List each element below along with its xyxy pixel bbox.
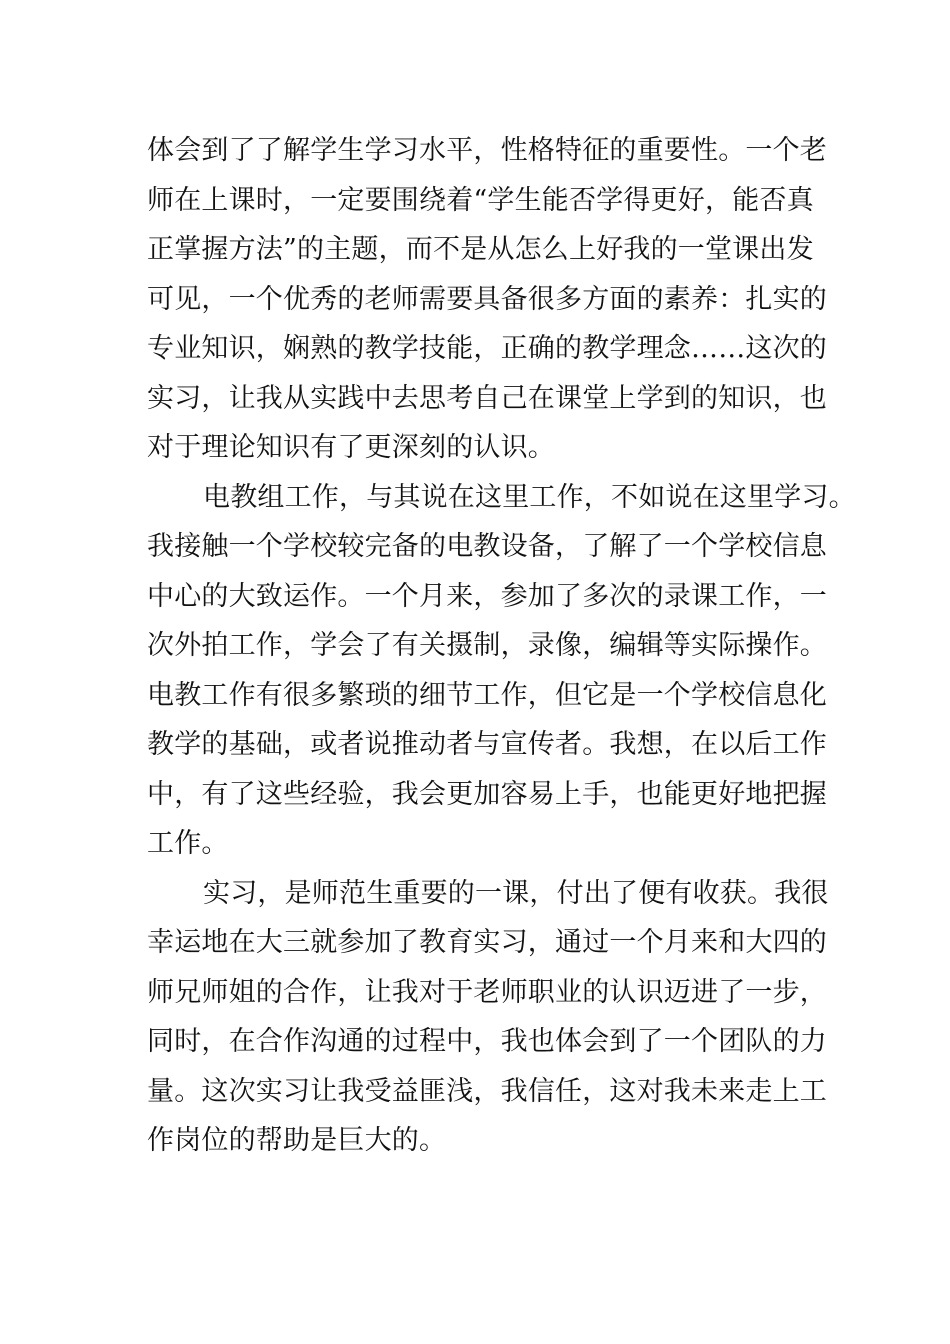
text-line: 电教工作有很多繁琐的细节工作，但它是一个学校信息化 xyxy=(147,679,827,711)
paragraph-3 xyxy=(147,869,827,1166)
text-line: 实习，是师范生重要的一课，付出了便有收获。我很 xyxy=(203,877,829,909)
paragraph-2 xyxy=(147,473,856,869)
text-line: 量。这次实习让我受益匪浅，我信任，这对我未来走上工 xyxy=(147,1075,827,1107)
text-line: 专业知识，娴熟的教学技能，正确的教学理念……这次的 xyxy=(147,333,827,364)
text-line: 对于理论知识有了更深刻的认识。 xyxy=(147,432,555,463)
text-line: 电教组工作，与其说在这里工作，不如说在这里学习。 xyxy=(203,481,856,513)
text-line: 师在上课时，一定要围绕着“学生能否学得更好，能否真 xyxy=(147,184,814,216)
text-line: 实习，让我从实践中去思考自己在课堂上学到的知识，也 xyxy=(147,382,827,414)
text-line: 可见，一个优秀的老师需要具备很多方面的素养：扎实的 xyxy=(147,283,827,315)
text-line: 教学的基础，或者说推动者与宣传者。我想，在以后工作 xyxy=(147,729,827,760)
paragraph-1 xyxy=(147,126,827,473)
text-line: 作岗位的帮助是巨大的。 xyxy=(147,1125,447,1156)
text-line: 幸运地在大三就参加了教育实习，通过一个月来和大四的 xyxy=(147,927,827,958)
text-line: 工作。 xyxy=(147,828,229,859)
text-line: 体会到了了解学生学习水平，性格特征的重要性。一个老 xyxy=(147,135,827,166)
text-line: 中，有了这些经验，我会更加容易上手，也能更好地把握 xyxy=(147,778,827,810)
text-line: 师兄师姐的合作，让我对于老师职业的认识迈进了一步， xyxy=(147,976,827,1008)
text-line: 正掌握方法”的主题，而不是从怎么上好我的一堂课出发 xyxy=(147,234,814,265)
text-line: 次外拍工作，学会了有关摄制，录像，编辑等实际操作。 xyxy=(147,630,827,661)
document-body xyxy=(147,126,856,1166)
text-line: 中心的大致运作。一个月来，参加了多次的录课工作，一 xyxy=(147,580,827,612)
text-line: 同时，在合作沟通的过程中，我也体会到了一个团队的力 xyxy=(147,1026,827,1057)
text-line: 我接触一个学校较完备的电教设备，了解了一个学校信息 xyxy=(147,531,827,562)
